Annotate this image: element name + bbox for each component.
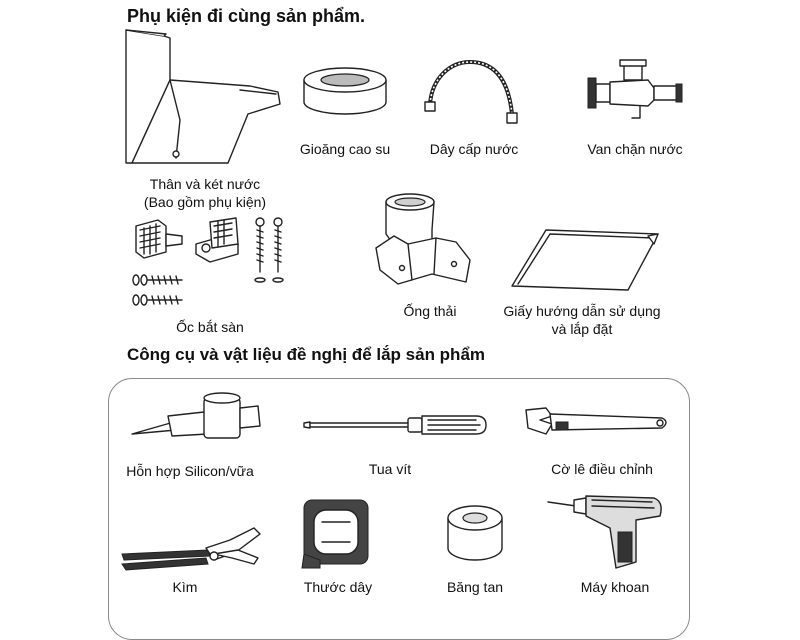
- label-hose: Dây cấp nước: [429, 141, 519, 157]
- label-manual-line2: và lắp đặt: [551, 321, 613, 337]
- label-silicone: Hỗn hợp Silicon/vữa: [126, 463, 254, 479]
- angle-valve-icon: [580, 58, 690, 128]
- toilet-icon: [120, 28, 290, 168]
- adjustable-wrench-icon: [522, 404, 672, 448]
- screwdriver-icon: [300, 412, 490, 440]
- silicone-mortar-icon: [128, 390, 268, 444]
- pliers-icon: [118, 524, 268, 574]
- label-toilet-line2: (Bao gồm phụ kiện): [143, 194, 267, 210]
- label-manual-line1: Giấy hướng dẫn sử dụng: [503, 303, 661, 319]
- drill-icon: [546, 492, 670, 572]
- drain-pipe-icon: [372, 190, 482, 290]
- label-toilet-line1: Thân và két nước: [149, 176, 261, 192]
- label-drill: Máy khoan: [580, 579, 650, 595]
- rubber-gasket-icon: [300, 66, 390, 118]
- manual-paper-icon: [508, 226, 664, 292]
- label-wrench: Cờ lê điều chỉnh: [551, 461, 653, 477]
- label-pliers: Kìm: [172, 579, 198, 595]
- label-gasket: Gioăng cao su: [299, 141, 391, 157]
- section1-title: Phụ kiện đi cùng sản phẩm.: [127, 6, 366, 26]
- tape-measure-icon: [300, 496, 372, 570]
- floor-bolts-icon: [126, 214, 296, 314]
- label-valve: Van chặn nước: [587, 141, 683, 157]
- label-screwdriver: Tua vít: [368, 461, 412, 477]
- water-hose-icon: [422, 58, 522, 128]
- label-tape-measure: Thước dây: [303, 579, 373, 595]
- label-ptfe-tape: Băng tan: [446, 579, 504, 595]
- label-floor-bolts: Ốc bắt sàn: [176, 319, 244, 335]
- section2-title: Công cụ và vật liệu đề nghị để lắp sản phẩm: [127, 345, 486, 364]
- ptfe-tape-icon: [440, 504, 510, 564]
- label-drain-pipe: Ống thải: [403, 303, 457, 319]
